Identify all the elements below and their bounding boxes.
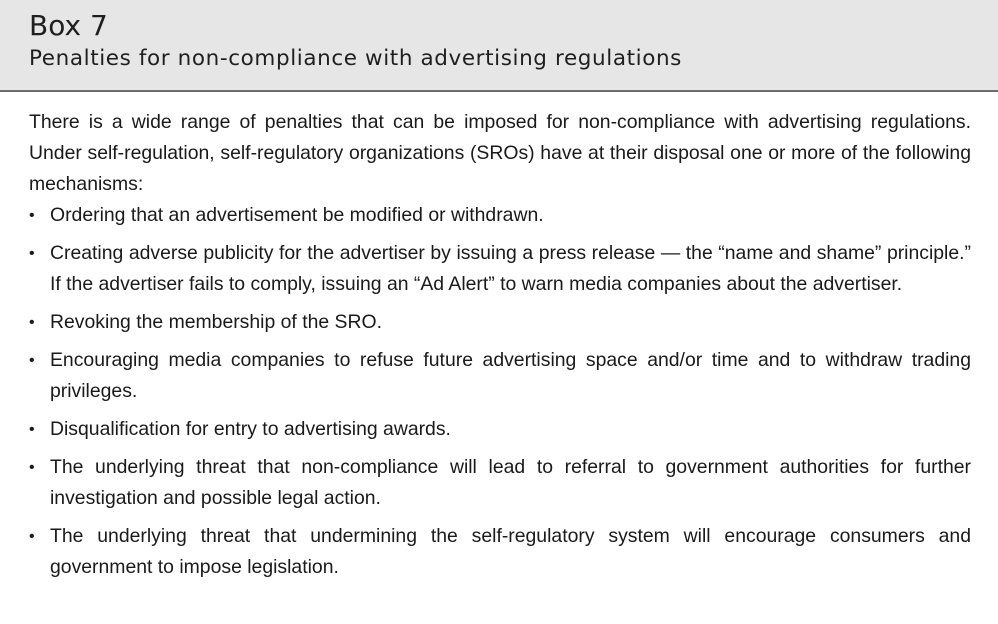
list-item-text: Revoking the membership of the SRO. <box>50 311 382 333</box>
bullet-icon: • <box>29 459 35 476</box>
list-item <box>29 414 971 445</box>
list-item <box>29 452 971 514</box>
bullet-icon: • <box>29 528 35 545</box>
list-item <box>29 238 971 300</box>
bullet-icon: • <box>29 245 35 262</box>
bullet-icon: • <box>29 352 35 369</box>
list-item-text: Ordering that an advertisement be modified or withdrawn. <box>50 204 544 226</box>
list-item-text: Creating adverse publicity for the advertiser by issuing a press release — the “name and shame” principle.” If the advertiser fails to comply, issuing an “Ad Alert” to warn media companies about the advertiser. <box>50 242 971 295</box>
list-item-text: The underlying threat that undermining the self-regulatory system will encourage consumers and government to impose legislation. <box>50 525 971 578</box>
list-item-text: Disqualification for entry to advertising awards. <box>50 418 451 440</box>
list-item <box>29 521 971 583</box>
box-header <box>0 0 998 92</box>
list-item-text: Encouraging media companies to refuse future advertising space and/or time and to withdraw trading privileges. <box>50 349 971 402</box>
list-item <box>29 345 971 407</box>
penalty-list <box>29 200 971 583</box>
box-number: Box 7 <box>29 9 108 42</box>
bullet-icon: • <box>29 421 35 438</box>
list-item-text: The underlying threat that non-compliance will lead to referral to government authorities for further investigation and possible legal action. <box>50 456 971 509</box>
box-title: Penalties for non-compliance with advertising regulations <box>29 46 682 71</box>
list-item <box>29 307 971 338</box>
bullet-icon: • <box>29 207 35 224</box>
intro-paragraph: There is a wide range of penalties that can be imposed for non-compliance with advertising regulations. Under self-regulation, self-regulatory organizations (SROs) have at their disposal one or more of the following mechanisms: <box>29 111 971 195</box>
box-body <box>29 107 971 590</box>
bullet-icon: • <box>29 314 35 331</box>
list-item <box>29 200 971 231</box>
